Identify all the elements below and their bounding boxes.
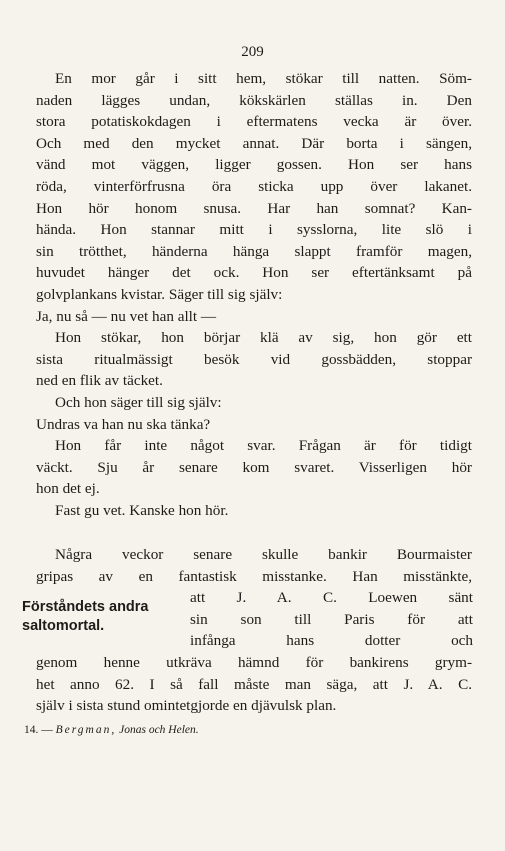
paragraph-bourmaister bbox=[36, 544, 472, 587]
text-line: sin son till Paris för att bbox=[190, 610, 473, 628]
text-line: själv i sista stund omintetgjorde en djävulsk plan. bbox=[36, 697, 337, 715]
text-line: Ja, nu så — nu vet han allt — bbox=[36, 307, 217, 325]
margin-heading-line: saltomortal. bbox=[22, 618, 105, 634]
quote-line bbox=[36, 414, 472, 436]
text-line: Undras va han nu ska tänka? bbox=[36, 415, 211, 433]
margin-heading-line: Förståndets andra bbox=[22, 599, 149, 615]
footer-author: Bergman, bbox=[55, 724, 117, 736]
paragraph-mother bbox=[36, 68, 472, 306]
text-line: sin trötthet, händerna hänga slappt framför magen, bbox=[36, 242, 472, 260]
text-line: genom henne utkräva hämnd för bankirens grym- bbox=[36, 654, 472, 671]
text-line: Fast gu vet. Kanske hon hör. bbox=[55, 502, 229, 519]
text-line: infånga hans dotter och bbox=[190, 632, 473, 650]
text-line: gripas av en fantastisk misstanke. Han misstänkte, bbox=[36, 567, 472, 585]
footer-title: Jonas och Helen. bbox=[119, 724, 199, 736]
text-line: golvplankans kvistar. Säger till sig själv: bbox=[36, 285, 283, 303]
paragraph-answer bbox=[36, 435, 472, 500]
paragraph-revenge bbox=[36, 652, 472, 717]
text-line: Hon stökar, hon börjar klä av sig, hon gör ett bbox=[55, 329, 472, 347]
paragraph-bedside bbox=[36, 327, 472, 392]
paragraph-fast bbox=[36, 500, 472, 522]
text-line: hon det ej. bbox=[36, 480, 100, 498]
text-line: vänd mot väggen, ligger gossen. Hon ser hans bbox=[36, 156, 472, 174]
text-line: väckt. Sju år senare kom svaret. Visserligen hör bbox=[36, 458, 472, 476]
text-line: sista ritualmässigt besök vid gossbädden, stoppar bbox=[36, 350, 472, 368]
text-line: het anno 62. I så fall måste man säga, att J. A. C. bbox=[36, 675, 472, 693]
paragraph-and bbox=[36, 392, 472, 414]
text-line: En mor går i sitt hem, stökar till natten. Söm- bbox=[55, 70, 472, 87]
text-line: att J. A. C. Loewen sänt bbox=[190, 589, 473, 607]
paragraph-right-column bbox=[190, 587, 473, 652]
text-line: Och hon säger till sig själv: bbox=[55, 394, 222, 411]
text-line: Hon hör honom snusa. Har han somnat? Kan- bbox=[36, 199, 472, 217]
text-line: Några veckor senare skulle bankir Bourmaister bbox=[55, 546, 472, 563]
signature-line bbox=[24, 724, 199, 736]
text-line: Hon får inte något svar. Frågan är för tidigt bbox=[55, 437, 472, 455]
page-number: 209 bbox=[241, 44, 264, 60]
text-line: stora potatiskokdagen i eftermatens vecka är över. bbox=[36, 113, 472, 131]
signature-mark: 14. — bbox=[24, 724, 53, 736]
text-line: hända. Hon stannar mitt i sysslorna, lite slö i bbox=[36, 221, 472, 239]
margin-heading bbox=[22, 598, 182, 636]
text-line: Och med den mycket annat. Där borta i sängen, bbox=[36, 134, 472, 152]
text-line: huvudet hänger det ock. Hon ser eftertänksamt på bbox=[36, 264, 472, 282]
text-line: naden lägges undan, kökskärlen ställas in. Den bbox=[36, 91, 472, 109]
text-line: ned en flik av täcket. bbox=[36, 372, 163, 390]
text-line: röda, vinterförfrusna öra sticka upp över lakanet. bbox=[36, 177, 472, 195]
quote-line bbox=[36, 306, 472, 328]
